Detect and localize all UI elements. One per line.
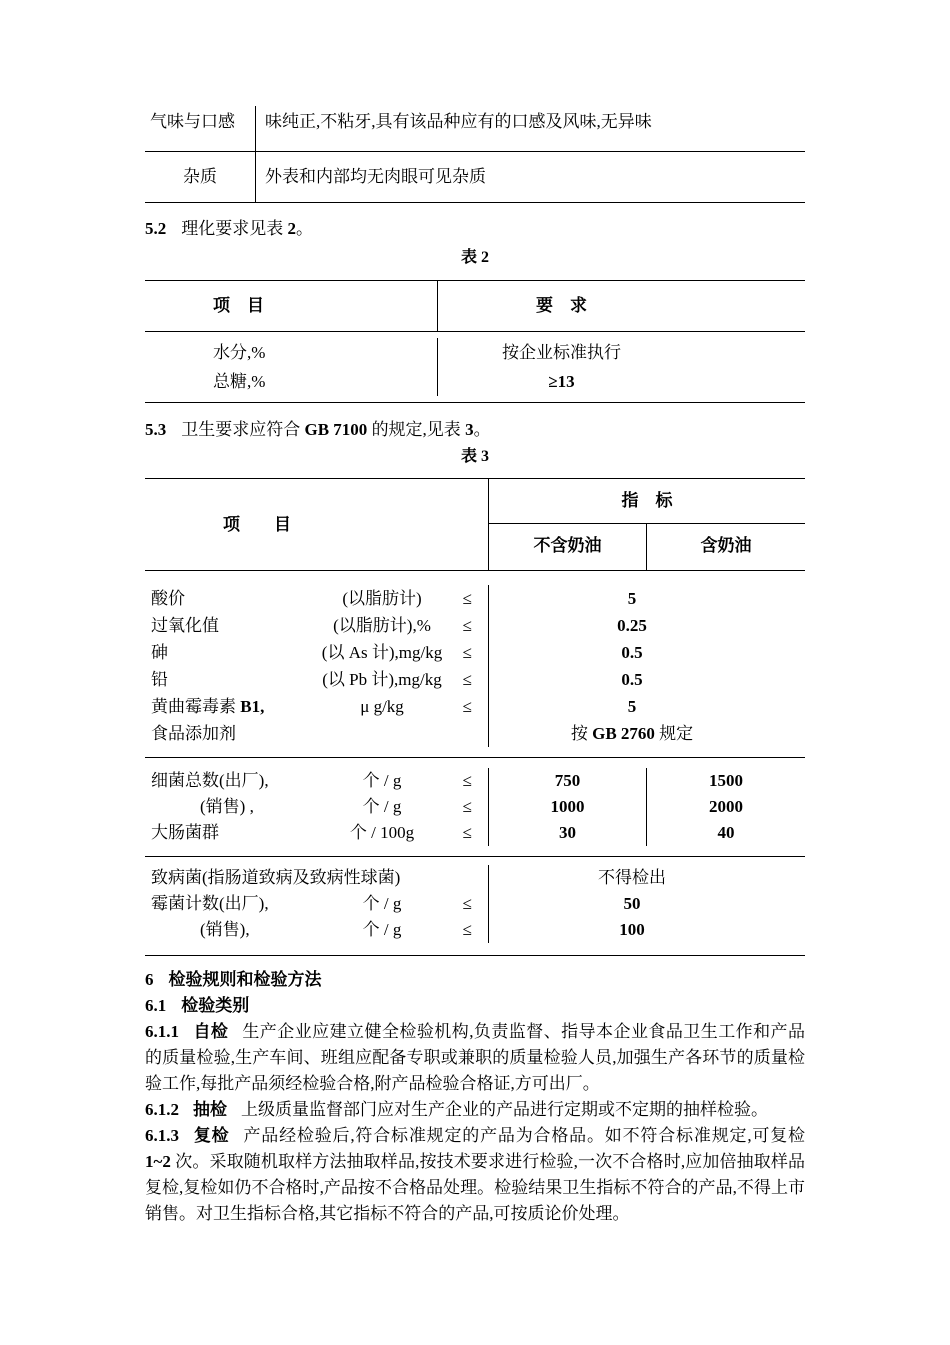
table3-group-pathogen-mould [145, 857, 805, 955]
value-cream: 40 [646, 820, 805, 846]
item-value: 100 [619, 920, 645, 939]
section-number: 6.1 [145, 996, 167, 1015]
item-value: 0.25 [617, 616, 647, 635]
section-title: 检验类别 [181, 996, 250, 1015]
paragraph-text: 产品经检验后,符合标准规定的产品为合格品。如不符合标准规定,可复检 [243, 1126, 806, 1145]
table-ref-number: 3 [465, 420, 474, 439]
value-text: 按 [570, 724, 593, 743]
item-method: 个 / g [362, 771, 402, 790]
document-content [145, 0, 805, 1227]
item-value: 0.5 [621, 670, 643, 689]
item-method: (以 As 计),mg/kg [321, 643, 443, 662]
item-name: 砷 [151, 643, 168, 662]
table3-header-indicator: 指 标 [489, 479, 805, 524]
table3-value-cell [488, 794, 805, 820]
item-operator: ≤ [462, 670, 472, 689]
section-text: 卫生要求应符合 [181, 420, 305, 439]
table3-header [145, 479, 805, 571]
item-name: 过氧化值 [151, 616, 219, 635]
table3-item-cell [145, 639, 488, 666]
table3-group-bacteria [145, 758, 805, 857]
table2-body [145, 332, 805, 402]
item-method: (以脂肪计),% [333, 616, 431, 635]
table3-value-cell [488, 720, 805, 747]
item-name: 致病菌(指肠道致病及致病性球菌) [151, 868, 401, 887]
standard-ref: GB 2760 [592, 724, 655, 743]
item-name: 黄曲霉毒素 [151, 697, 241, 716]
table1-desc: 外表和内部均无肉眼可见杂质 [265, 167, 486, 186]
item-method: μ g/kg [360, 697, 404, 716]
table3-row [145, 768, 805, 794]
paragraph-text: 次。采取随机取样方法抽取样品,按技术要求进行检验,一次不合格时,应加倍抽取样品复检,复检如仍不合格时,产品按不合格品处理。检验结果卫生指标不符合的产品,不得上市销售。对卫生指标合格,其它指标不符合的产品,可按质论价处理。 [145, 1152, 805, 1223]
table3-row [145, 891, 805, 917]
paragraph-text: 生产企业应建立健全检验机构,负责监督、指导本企业食品卫生工作和产品的质量检验,生产车间、班组应配备专职或兼职的质量检验人员,加强生产各环节的质量检验工作,每批产品须经检验合格,附产品检验合格证,方可出厂。 [145, 1022, 806, 1093]
table1-desc: 味纯正,不粘牙,具有该品种应有的口感及风味,无异味 [265, 112, 652, 131]
table3-row [145, 720, 805, 747]
table2-row [145, 338, 805, 367]
value-cream: 1500 [646, 768, 805, 794]
item-value: 5 [627, 697, 637, 716]
section-text: 。 [296, 219, 313, 238]
item-name-bold: B1, [240, 697, 265, 716]
table3-header-no-cream: 不含奶油 [533, 536, 602, 555]
table3-value-cell [488, 820, 805, 846]
table1-item-cell [145, 152, 255, 202]
table1-item-cell [145, 106, 255, 151]
section-text: 理化要求见表 [181, 219, 288, 238]
item-operator: ≤ [462, 823, 472, 842]
item-operator: ≤ [462, 697, 472, 716]
item-operator: ≤ [462, 771, 472, 790]
table3-item-cell [145, 865, 488, 891]
item-operator: ≤ [462, 643, 472, 662]
item-operator: ≤ [462, 797, 472, 816]
value-text: 规定 [654, 724, 694, 743]
item-method: 个 / g [362, 797, 402, 816]
table3 [145, 478, 805, 956]
table3-header-cream: 含奶油 [646, 524, 805, 570]
table3-value-cell [488, 585, 805, 612]
section-number: 6.1.2 [145, 1100, 179, 1119]
retest-range: 1~2 [145, 1152, 171, 1171]
table3-value-cell [488, 865, 805, 891]
section-6-1-2-paragraph [145, 1097, 805, 1123]
section-6-1-heading [145, 993, 805, 1019]
table3-row [145, 585, 805, 612]
table3-value-cell [488, 666, 805, 693]
section-text: 。 [473, 420, 491, 439]
item-method: 个 / 100g [349, 823, 415, 842]
table3-item-cell [145, 768, 488, 794]
table3-item-cell [145, 794, 488, 820]
table-ref-number: 2 [287, 219, 296, 238]
table3-value-cell [488, 639, 805, 666]
table2-header-item: 项 目 [213, 296, 264, 315]
table3-row [145, 794, 805, 820]
table3-value-cell [488, 917, 805, 943]
section-term: 抽检 [193, 1100, 227, 1119]
standard-ref: GB 7100 [304, 420, 368, 439]
value-no-cream: 1000 [550, 797, 585, 816]
table2-requirement: ≥13 [437, 367, 805, 396]
table2-item: 水分,% [213, 343, 266, 362]
section-6-1-1-paragraph [145, 1019, 805, 1097]
section-5-3 [145, 417, 805, 443]
item-name: 大肠菌群 [151, 823, 219, 842]
section-term: 复检 [193, 1126, 230, 1145]
table2-header [145, 281, 805, 332]
table2-caption: 表 2 [460, 249, 489, 266]
item-method: (以脂肪计) [342, 589, 422, 608]
table1-item: 气味与口感 [150, 112, 235, 131]
table3-row [145, 820, 805, 846]
item-name: (销售) , [200, 797, 254, 816]
item-name: 酸价 [151, 589, 185, 608]
item-value: 0.5 [621, 643, 643, 662]
item-operator: ≤ [462, 616, 472, 635]
item-value [489, 720, 805, 747]
section-text: 的规定,见表 [367, 420, 466, 439]
item-name: 食品添加剂 [151, 724, 236, 743]
table3-row [145, 666, 805, 693]
table2-row [145, 367, 805, 396]
section-number: 6.1.1 [145, 1022, 179, 1041]
item-value: 不得检出 [598, 868, 666, 887]
item-name: 霉菌计数(出厂), [151, 894, 269, 913]
table3-item-cell [145, 720, 488, 747]
table3-item-cell [145, 917, 488, 943]
section-6-heading [145, 967, 805, 993]
section-6-1-3-paragraph [145, 1123, 805, 1227]
item-value: 50 [623, 894, 641, 913]
table1-desc-cell [255, 106, 805, 151]
table3-item-cell [145, 891, 488, 917]
table2-item: 总糖,% [213, 372, 266, 391]
table3-row [145, 917, 805, 943]
table1-row [145, 106, 805, 152]
table3-row [145, 693, 805, 720]
item-operator: ≤ [462, 894, 472, 913]
table3-caption: 表 3 [460, 448, 489, 465]
table3-value-cell [488, 612, 805, 639]
section-5-2 [145, 216, 805, 242]
table3-item-cell [145, 820, 488, 846]
table1-row [145, 152, 805, 203]
table3-value-cell [488, 891, 805, 917]
item-name: (销售), [200, 920, 250, 939]
item-name: 细菌总数(出厂), [151, 771, 269, 790]
item-method: (以 Pb 计),mg/kg [322, 670, 442, 689]
item-value: 5 [627, 589, 637, 608]
section-number: 6.1.3 [145, 1126, 179, 1145]
section-term: 自检 [193, 1022, 229, 1041]
item-operator: ≤ [462, 589, 472, 608]
table3-value-cell [488, 768, 805, 794]
table2-header-requirement: 要 求 [437, 281, 805, 331]
item-method: 个 / g [362, 920, 402, 939]
table3-value-cell [488, 693, 805, 720]
table3-item-cell [145, 612, 488, 639]
paragraph-text: 上级质量监督部门应对生产企业的产品进行定期或不定期的抽样检验。 [241, 1100, 768, 1119]
value-cream: 2000 [646, 794, 805, 820]
table3-item-cell [145, 666, 488, 693]
value-no-cream: 750 [554, 771, 581, 790]
value-no-cream: 30 [559, 823, 576, 842]
table3-header-indicator-group [488, 479, 805, 570]
table3-row [145, 639, 805, 666]
table3-row [145, 865, 805, 891]
item-name: 铅 [151, 670, 168, 689]
table3-header-subcolumns [489, 524, 805, 570]
table1-item: 杂质 [183, 167, 217, 186]
section-number: 6 [145, 970, 154, 989]
section-number: 5.2 [145, 219, 167, 238]
section-number: 5.3 [145, 420, 167, 439]
table2 [145, 280, 805, 403]
table3-row [145, 612, 805, 639]
section-title: 检验规则和检验方法 [168, 970, 322, 989]
item-operator: ≤ [462, 920, 472, 939]
table3-item-cell [145, 585, 488, 612]
table1-continuation [145, 106, 805, 203]
table3-group-chemical [145, 571, 805, 758]
table3-item-cell [145, 693, 488, 720]
item-method: 个 / g [362, 894, 402, 913]
table1-desc-cell [255, 152, 805, 202]
table3-header-item: 项 目 [223, 515, 291, 534]
table2-requirement: 按企业标准执行 [437, 338, 805, 367]
